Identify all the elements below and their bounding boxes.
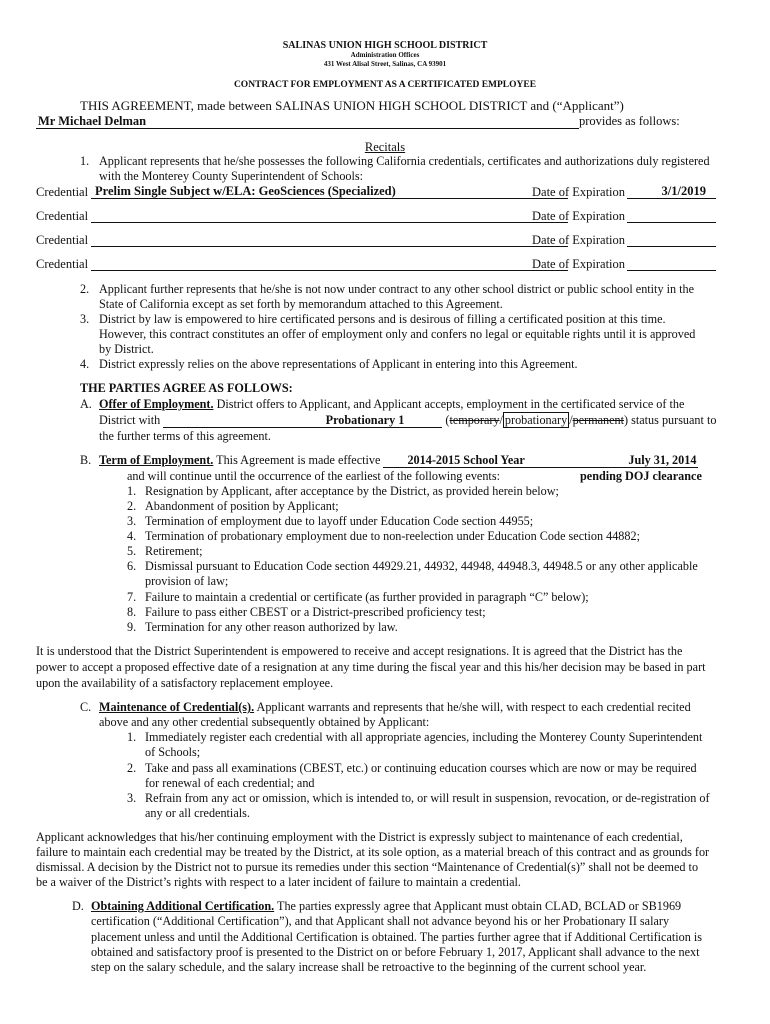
event-number: 4. (127, 529, 137, 543)
credential-label: Credential (36, 209, 89, 223)
contract-title: CONTRACT FOR EMPLOYMENT AS A CERTIFICATED EMPLOYEE (233, 80, 537, 90)
resignation-paragraph-line: power to accept a proposed effective date of a resignation at any time during the fiscal year and this his/her decision may be based in part (36, 660, 706, 674)
event-text: Abandonment of position by Applicant; (145, 499, 339, 513)
event-number: 6. (127, 559, 137, 573)
event-text: Dismissal pursuant to Education Code section 44929.21, 44932, 44948, 44948.3, 44948.5 or any other applicable (145, 559, 698, 573)
section-d-title: Obtaining Additional Certification. (91, 899, 275, 913)
event-text: Resignation by Applicant, after acceptance by the District, as provided herein below; (145, 484, 559, 498)
event-text: provision of law; (145, 574, 229, 588)
c-item-number: 3. (127, 791, 137, 805)
applicant-name-field[interactable]: Mr Michael Delman (36, 114, 579, 129)
event-number: 2. (127, 499, 137, 513)
recital-3-number: 3. (80, 312, 90, 326)
district-address: 431 West Alisal Street, Salinas, CA 93901 (323, 60, 447, 68)
resignation-paragraph-line: It is understood that the District Superintendent is empowered to receive and accept resignations. It is agreed that the District has the (36, 644, 683, 658)
recital-1-line: with the Monterey County Superintendent of Schools: (99, 169, 364, 183)
credential-field[interactable]: Prelim Single Subject w/ELA: GeoSciences (Specialized) (91, 185, 568, 199)
pending-note: pending DOJ clearance (580, 469, 702, 483)
section-a-line (99, 413, 716, 428)
c-item-text: for renewal of each credential; and (145, 776, 315, 790)
c-item-text: Refrain from any act or omission, which is intended to, or will result in suspension, revocation, or de-registration of (145, 791, 710, 805)
c-item-text: Take and pass all examinations (CBEST, etc.) or continuing education courses which are now or may be required (145, 761, 697, 775)
section-d-line: placement unless and until the Additional Certification is obtained. The parties further agree that if Additional Certification is (91, 930, 703, 944)
status-field[interactable]: Probationary 1 (163, 414, 442, 428)
c-item-text: of Schools; (145, 745, 201, 759)
status-option-temporary[interactable]: temporary (449, 413, 500, 427)
event-number: 8. (127, 605, 137, 619)
section-d-line: obtained and satisfactory proof is presented to the District on or before February 1, 2017, Applicant shall advance to the next (91, 945, 700, 959)
section-b-letter: B. (80, 453, 92, 467)
resignation-paragraph-line: upon the availability of a satisfactory replacement employee. (36, 676, 334, 690)
credential-field[interactable] (91, 233, 568, 247)
recital-2-line: State of California except as set forth by memorandum attached to this Agreement. (99, 297, 503, 311)
event-number: 3. (127, 514, 137, 528)
acknowledgement-line: Applicant acknowledges that his/her continuing employment with the District is expressly subject to maintenance of each credential, (36, 830, 683, 844)
event-text: Termination of probationary employment due to non-reelection under Education Code section 44882; (145, 529, 640, 543)
recital-4-number: 4. (80, 357, 90, 371)
credential-row (36, 233, 736, 249)
recital-2-number: 2. (80, 282, 90, 296)
section-c-text: Applicant warrants and represents that he/she will, with respect to each credential recited (254, 700, 691, 714)
district-name: SALINAS UNION HIGH SCHOOL DISTRICT (282, 40, 488, 51)
section-a-text: District offers to Applicant, and Applicant accepts, employment in the certificated service of the (213, 397, 685, 411)
recital-2-line: Applicant further represents that he/she is not now under contract to any other school district or public school entity in the (99, 282, 695, 296)
section-d-letter: D. (72, 899, 84, 913)
section-d-line: certification (“Additional Certification”), and that Applicant shall not advance beyond his or her Probationary II salary (91, 914, 670, 928)
expiration-label: Date of Expiration (532, 185, 626, 199)
district-offices: Administration Offices (350, 51, 420, 59)
section-d-line (91, 899, 681, 914)
event-text: Termination for any other reason authorized by law. (145, 620, 398, 634)
provides-text: provides as follows: (579, 114, 680, 128)
recital-1-line: Applicant represents that he/she possesses the following California credentials, certificates and authorizations duly registered (99, 154, 710, 168)
section-b-text: and will continue until the occurrence of the earliest of the following events: (127, 469, 500, 483)
event-number: 9. (127, 620, 137, 634)
credential-label: Credential (36, 233, 89, 247)
expiration-label: Date of Expiration (532, 209, 626, 223)
c-item-number: 2. (127, 761, 137, 775)
recital-1-number: 1. (80, 154, 90, 168)
effective-date-field[interactable]: July 31, 2014 (535, 454, 698, 468)
expiration-field[interactable] (627, 257, 716, 271)
acknowledgement-line: be a waiver of the District’s rights with respect to a later incident of failure to maintain a credential. (36, 875, 521, 889)
event-text: Failure to maintain a credential or certificate (as further provided in paragraph “C” below); (145, 590, 589, 604)
credential-row (36, 185, 736, 201)
section-a-line: the further terms of this agreement. (99, 429, 271, 443)
credential-field[interactable] (91, 257, 568, 271)
status-option-probationary[interactable]: probationary (504, 413, 568, 427)
section-a-title: Offer of Employment. (99, 397, 214, 411)
agreement-intro: THIS AGREEMENT, made between SALINAS UNION HIGH SCHOOL DISTRICT and (“Applicant”) (80, 98, 624, 113)
c-item-number: 1. (127, 730, 137, 744)
section-c-line: above and any other credential subsequently obtained by Applicant: (99, 715, 430, 729)
expiration-field[interactable]: 3/1/2019 (627, 185, 716, 199)
effective-year-field[interactable]: 2014-2015 School Year (383, 454, 535, 468)
section-b-text: This Agreement is made effective (213, 453, 381, 467)
expiration-field[interactable] (627, 209, 716, 223)
section-d-text: The parties expressly agree that Applicant must obtain CLAD, BCLAD or SB1969 (274, 899, 682, 913)
section-d-line: step on the salary schedule, and the salary increase shall be retroactive to the beginning of the current school year. (91, 960, 647, 974)
section-a-text: ) status pursuant to (624, 413, 717, 427)
expiration-label: Date of Expiration (532, 233, 626, 247)
section-a-line (99, 397, 684, 412)
expiration-field[interactable] (627, 233, 716, 247)
recital-3-line: by District. (99, 342, 154, 356)
parties-heading: THE PARTIES AGREE AS FOLLOWS: (80, 381, 293, 395)
recital-3-line: However, this contract constitutes an offer of employment only and confers no legal or equitable rights until it is approved (99, 327, 696, 341)
event-text: Termination of employment due to layoff under Education Code section 44955; (145, 514, 534, 528)
section-c-title: Maintenance of Credential(s). (99, 700, 255, 714)
recitals-heading: Recitals (364, 140, 406, 154)
status-option-permanent[interactable]: permanent (572, 413, 625, 427)
event-number: 1. (127, 484, 137, 498)
credential-field[interactable] (91, 209, 568, 223)
c-item-text: Immediately register each credential with all appropriate agencies, including the Monterey County Superintendent (145, 730, 703, 744)
section-a-text: District with (99, 413, 161, 427)
credential-label: Credential (36, 257, 89, 271)
event-text: Failure to pass either CBEST or a District-prescribed proficiency test; (145, 605, 486, 619)
event-number: 7. (127, 590, 137, 604)
credential-row (36, 209, 736, 225)
credential-label: Credential (36, 185, 89, 199)
recital-4-line: District expressly relies on the above representations of Applicant in entering into this Agreement. (99, 357, 578, 371)
c-item-text: any or all credentials. (145, 806, 250, 820)
section-a-letter: A. (80, 397, 92, 411)
acknowledgement-line: dismissal. A decision by the District not to pursue its remedies under this section “Maintenance of Credential(s)” shall not be deemed to (36, 860, 699, 874)
recital-3-line: District by law is empowered to hire certificated persons and is desirous of filling a certificated position at this time. (99, 312, 666, 326)
expiration-label: Date of Expiration (532, 257, 626, 271)
section-b-title: Term of Employment. (99, 453, 214, 467)
status-options: (temporary/ probationary /permanent (445, 413, 625, 427)
credential-row (36, 257, 736, 273)
acknowledgement-line: failure to maintain each credential may be treated by the District, at its sole option, as a material breach of this contract and as grounds for (36, 845, 710, 859)
event-number: 5. (127, 544, 137, 558)
section-b-line (99, 453, 698, 468)
section-c-letter: C. (80, 700, 92, 714)
section-c-line (99, 700, 691, 715)
event-text: Retirement; (145, 544, 203, 558)
